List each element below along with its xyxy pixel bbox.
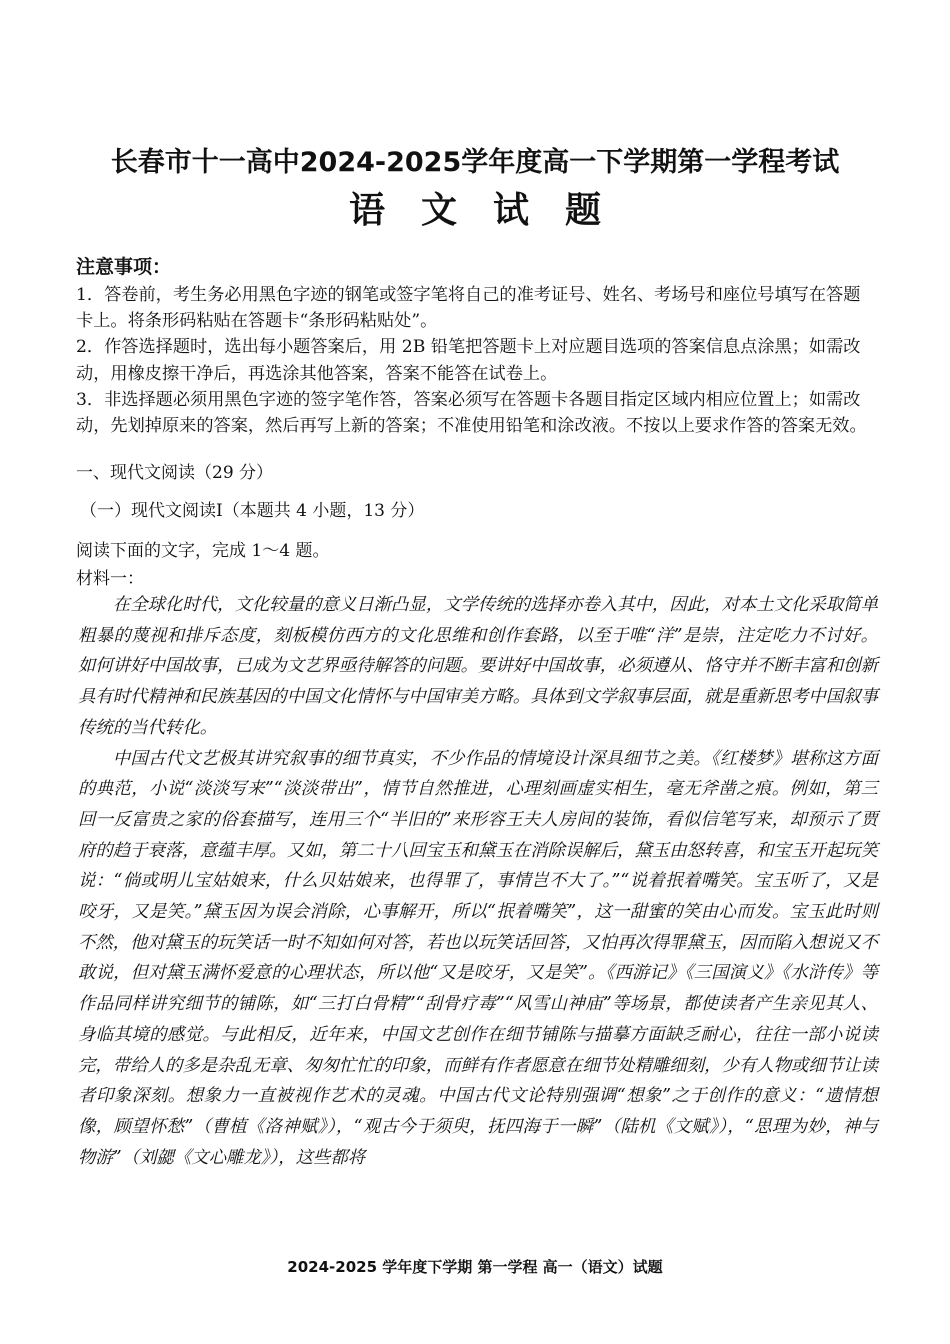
note-item: 1．答卷前，考生务必用黑色字迹的钢笔或签字笔将自己的准考证号、姓名、考场号和座位号填写在答题卡上。将条形码粘贴在答题卡“条形码粘贴处”。 — [76, 285, 861, 332]
passage-paragraph: 在全球化时代，文化较量的意义日渐凸显，文学传统的选择亦卷入其中，因此，对本土文化采取简单粗暴的蔑视和排斥态度，刻板模仿西方的文化思维和创作套路，以至于唯“洋”是崇，注定吃力不讨好。如何讲好中国故事，已成为文艺界亟待解答的问题。要讲好中国故事，必须遵从、恪守并不断丰富和创新具有时代精神和民族基因的中国文化情怀与中国审美方略。具体到文学叙事层面，就是重新思考中国叙事传统的当代转化。 — [78, 595, 878, 738]
notes-list — [76, 282, 876, 439]
subsection-title: （一）现代文阅读Ⅰ（本题共 4 小题，13 分） — [80, 501, 425, 521]
note-item: 3．非选择题必须用黑色字迹的签字笔作答，答案必须写在答题卡各题目指定区域内相应位置上；如需改动，先划掉原来的答案，然后再写上新的答案；不准使用铅笔和涂改液。不按以上要求作答的答案无效。 — [76, 389, 867, 437]
material-label: 材料一： — [76, 569, 144, 589]
subject-title: 语文试题 — [348, 189, 637, 231]
reading-instruction: 阅读下面的文字，完成 1～4 题。 — [76, 541, 330, 561]
exam-title: 长春市十一高中2024-2025学年度高一下学期第一学程考试 — [110, 147, 840, 178]
notes-heading: 注意事项： — [76, 256, 172, 278]
page-footer: 2024-2025 学年度下学期 第一学程 高一（语文）试题 — [287, 1258, 663, 1276]
section-title: 一、现代文阅读（29 分） — [76, 463, 274, 483]
passage-paragraph: 中国古代文艺极其讲究叙事的细节真实，不少作品的情境设计深具细节之美。《红楼梦》堪称这方面的典范，小说“淡淡写来”“淡淡带出”，情节自然推进，心理刻画虚实相生，毫无斧凿之痕。例如，第三回一反富贵之家的俗套描写，连用三个“半旧的”来形容王夫人房间的装饰，看似信笔写来，却预示了贾府的趋于衰落，意蕴丰厚。又如，第二十八回宝玉和黛玉在消除误解后，黛玉由怒转喜，和宝玉开起玩笑说：“倘或明儿宝姑娘来，什么贝姑娘来，也得罪了，事情岂不大了。”“说着抿着嘴笑。宝玉听了，又是咬牙，又是笑。”黛玉因为误会消除，心事解开，所以“抿着嘴笑”，这一甜蜜的笑由心而发。宝玉此时则不然，他对黛玉的玩笑话一时不知如何对答，若也以玩笑话回答，又怕再次得罪黛玉，因而陷入想说又不敢说，但对黛玉满怀爱意的心理状态，所以他“又是咬牙，又是笑”。《西游记》《三国演义》《水浒传》等作品同样讲究细节的铺陈，如“三打白骨精”“刮骨疗毒”“风雪山神庙”等场景，都使读者产生亲见其人、身临其境的感觉。与此相反，近年来，中国文艺创作在细节铺陈与描摹方面缺乏耐心，往往一部小说读完，带给人的多是杂乱无章、匆匆忙忙的印象，而鲜有作者愿意在细节处精雕细刻，少有人物或细节让读者印象深刻。想象力一直被视作艺术的灵魂。中国古代文论特别强调“想象”之于创作的意义：“遗情想像，顾望怀愁”（曹植《洛神赋》），“观古今于须臾，抚四海于一瞬”（陆机《文赋》），“思理为妙，神与物游”（刘勰《文心雕龙》），这些都将 — [78, 748, 878, 1168]
passage — [78, 590, 878, 1173]
note-item: 2．作答选择题时，选出每小题答案后，用 2B 铅笔把答题卡上对应题目选项的答案信息点涂黑；如需改动，用橡皮擦干净后，再选涂其他答案，答案不能答在试卷上。 — [76, 337, 861, 384]
